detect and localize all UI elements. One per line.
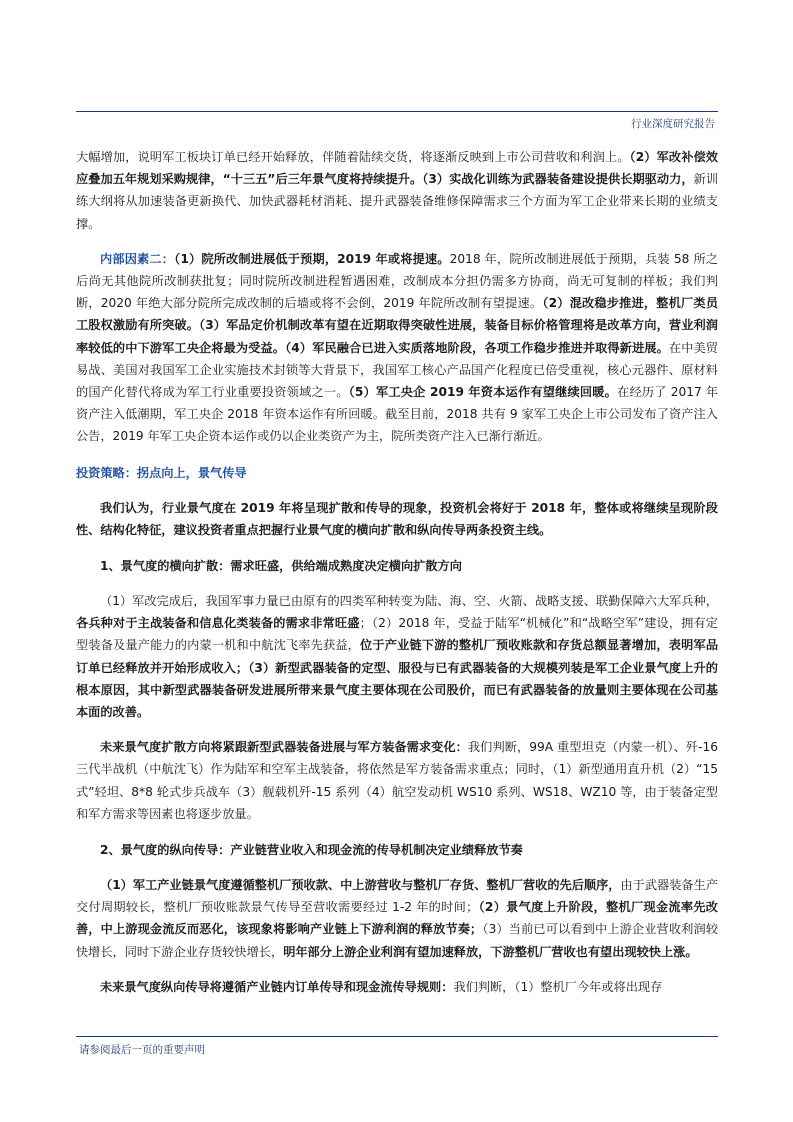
subheading-vertical-transmission: 2、景气度的纵向传导：产业链营业收入和现金流的传导机制决定业绩释放节奏 xyxy=(100,843,523,858)
paragraph-military-orders: 大幅增加，说明军工板块订单已经开始释放，伴随着陆续交货，将逐渐反映到上市公司营收和利润上。（2）军改补偿效应叠加五年规划采购规律，“十三五”后三年景气度将持续提升。（3）实战化训练为武器装备建设提供长期驱动力，新训练大纲将从加速装备更新换代、加快武器耗材消耗、提升武器装备维修保障需求三个方面为军工企业带来长期的业绩支撑。 xyxy=(76,150,719,231)
subheading-horizontal-diffusion: 1、景气度的横向扩散：需求旺盛，供给端成熟度决定横向扩散方向 xyxy=(100,559,462,574)
paragraph-transmission-rules: 未来景气度纵向传导将遵循产业链内订单传导和现金流传导规则：我们判断，（1）整机厂今年或将出现存 xyxy=(100,979,663,994)
footer-rule xyxy=(76,1036,718,1037)
paragraph-strategy-summary: 我们认为，行业景气度在 2019 年将呈现扩散和传导的现象，投资机会将好于 2018 年，整体或将继续呈现阶段性、结构化特征，建议投资者重点把握行业景气度的横向扩散和纵向传导两条投资主线。 xyxy=(76,500,718,537)
report-body xyxy=(76,146,718,998)
report-type-label: 行业深度研究报告 xyxy=(631,118,715,130)
header-rule xyxy=(76,111,718,112)
paragraph-internal-factors: 内部因素二：（1）院所改制进展低于预期，2019 年或将提速。2018 年，院所改制进展低于预期，兵装 58 所之后尚无其他院所改制获批复；同时院所改制进程暂遇困难，改制成本分担仍需多方协商，尚无可复制的样板；我们判断，2020 年绝大部分院所完成改制的后墙或将不会倒，2019 年院所改制有望提速。（2）混改稳步推进，整机厂类员工股权激励有所突破。（3）军品定价机制改革有望在近期取得突破性进展，装备目标价格管理将是改革方向，营业利润率较低的中下游军工央企将最为受益。（4）军民融合已进入实质落地阶段，各项工作稳步推进并取得新进展。在中美贸易战、美国对我国军工企业实施技术封锁等大背景下，我国军工核心产品国产化程度已倍受重视，核心元器件、原材料的国产化替代将成为军工行业重要投资领域之一。（5）军工央企 2019 年资本运作有望继续回暖。在经历了 2017 年资产注入低潮期，军工央企 2018 年资本运作有所回暖。截至目前，2018 共有 9 家军工央企上市公司发布了资产注入公告，2019 年军工央企资本运作或仍以企业类资产为主，院所类资产注入已渐行渐近。 xyxy=(76,251,719,444)
footer-disclaimer: 请参阅最后一页的重要声明 xyxy=(79,1044,205,1056)
internal-factors-label: 内部因素二： xyxy=(100,251,175,266)
paragraph-horizontal-diffusion: （1）军改完成后，我国军事力量已由原有的四类军种转变为陆、海、空、火箭、战略支援、联勤保障六大军兵种，各兵种对于主战装备和信息化类装备的需求非常旺盛；（2）2018 年，受益于陆军“机械化”和“战略空军”建设，拥有定型装备及量产能力的内蒙一机和中航沈飞率先获益，位于产业链下游的整机厂预收账款和存货总额显著增加，表明军品订单已经释放并开始形成收入；（3）新型武器装备的定型、服役与已有武器装备的大规模列装是军工企业景气度上升的根本原因，其中新型武器装备研发进展所带来景气度主要体现在公司股价，而已有武器装备的放量则主要体现在公司基本面的改善。 xyxy=(76,594,719,720)
section-title-investment-strategy: 投资策略：拐点向上，景气传导 xyxy=(76,465,247,480)
paragraph-diffusion-direction: 未来景气度扩散方向将紧跟新型武器装备进展与军方装备需求变化：我们判断，99A 重型坦克（内蒙一机）、歼-16 三代半战机（中航沈飞）作为陆军和空军主战装备，将依然是军方装备需求重点；同时，（1）新型通用直升机（2）“15 式”轻坦、8*8 轮式步兵战车（3）舰载机歼-15 系列（4）航空发动机 WS10 系列、WS18、WZ10 等，由于装备定型和军方需求等因素也将逐步放量。 xyxy=(76,740,719,821)
paragraph-vertical-transmission: （1）军工产业链景气度遵循整机厂预收款、中上游营收与整机厂存货、整机厂营收的先后顺序，由于武器装备生产交付周期较长，整机厂预收账款景气传导至营收需要经过 1-2 年的时间；（2）景气度上升阶段，整机厂现金流率先改善，中上游现金流反而恶化，该现象将影响产业链上下游利润的释放节奏；（3）当前已可以看到中上游企业营收利润较快增长，同时下游企业存货较快增长，明年部分上游企业利润有望加速释放，下游整机厂营收也有望出现较快上涨。 xyxy=(76,878,719,959)
